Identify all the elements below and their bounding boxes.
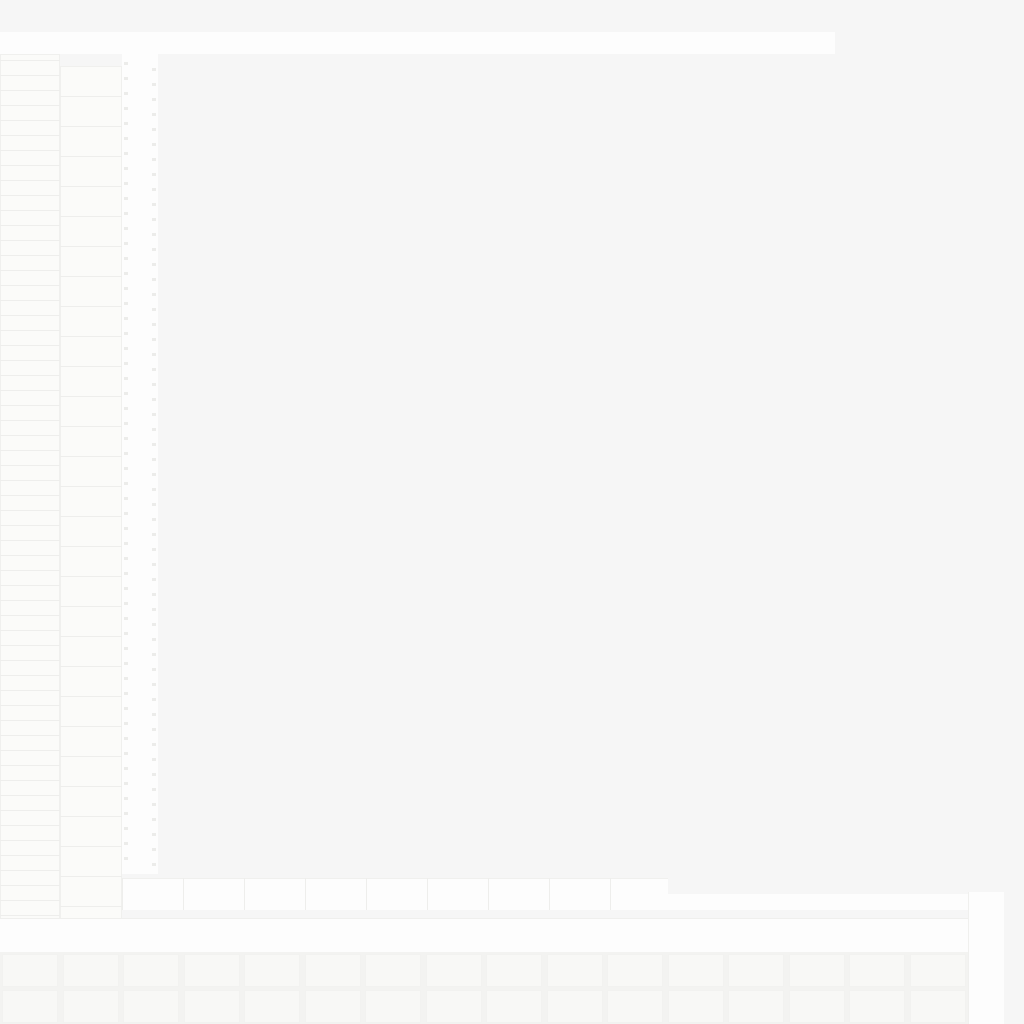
left-column-row-divider — [0, 300, 60, 301]
tick-mark — [124, 347, 128, 350]
tick-mark — [124, 617, 128, 620]
left-column-row-divider — [0, 345, 60, 346]
grid-cell — [63, 990, 119, 1023]
tick-mark — [152, 308, 156, 311]
tick-mark — [152, 338, 156, 341]
second-column-row-divider — [60, 666, 122, 667]
left-column-row-divider — [0, 450, 60, 451]
tick-mark — [124, 317, 128, 320]
tick-mark — [124, 77, 128, 80]
left-column-row-divider — [0, 900, 60, 901]
left-column-row-divider — [0, 120, 60, 121]
tick-mark — [152, 548, 156, 551]
tick-mark — [124, 797, 128, 800]
grid-cell — [2, 954, 58, 987]
tick-mark — [152, 458, 156, 461]
main-canvas — [160, 54, 1024, 874]
tick-mark — [124, 722, 128, 725]
tick-mark — [124, 452, 128, 455]
tick-mark — [152, 713, 156, 716]
tick-mark — [152, 848, 156, 851]
tick-mark — [152, 143, 156, 146]
grid-cell — [63, 954, 119, 987]
tick-mark — [124, 662, 128, 665]
tick-mark — [152, 668, 156, 671]
tick-mark — [152, 653, 156, 656]
left-column-row-divider — [0, 105, 60, 106]
second-column-row-divider — [60, 516, 122, 517]
grid-cell — [184, 954, 240, 987]
left-column-row-divider — [0, 510, 60, 511]
vertical-scrollbar[interactable] — [968, 892, 1004, 1024]
left-column-row-divider — [0, 750, 60, 751]
left-column-row-divider — [0, 735, 60, 736]
tick-mark — [152, 818, 156, 821]
tick-mark — [152, 743, 156, 746]
left-column-row-divider — [0, 555, 60, 556]
second-column-row-divider — [60, 126, 122, 127]
second-column-row-divider — [60, 96, 122, 97]
left-column-row-divider — [0, 285, 60, 286]
second-column-row-divider — [60, 726, 122, 727]
tick-mark — [124, 602, 128, 605]
tick-mark — [124, 227, 128, 230]
tab-divider — [549, 878, 550, 910]
left-column-row-divider — [0, 135, 60, 136]
grid-cell — [123, 954, 179, 987]
bottom-bar — [0, 918, 968, 952]
grid-cell — [789, 990, 845, 1023]
left-column-row-divider — [0, 585, 60, 586]
tab-divider — [122, 878, 123, 910]
left-column-row-divider — [0, 225, 60, 226]
grid-cell — [2, 990, 58, 1023]
tick-mark — [152, 803, 156, 806]
bottom-tab-strip — [122, 878, 668, 910]
left-column-row-divider — [0, 330, 60, 331]
grid-cell — [910, 954, 966, 987]
left-column-row-divider — [0, 435, 60, 436]
grid-cell — [486, 954, 542, 987]
tick-mark — [124, 677, 128, 680]
tick-mark — [152, 833, 156, 836]
tick-mark — [124, 497, 128, 500]
tick-mark — [124, 287, 128, 290]
tick-mark — [152, 593, 156, 596]
grid-cell — [789, 954, 845, 987]
tab-divider — [488, 878, 489, 910]
left-column-row-divider — [0, 840, 60, 841]
second-column-row-divider — [60, 756, 122, 757]
tick-mark — [124, 182, 128, 185]
grid-cell — [607, 990, 663, 1023]
second-column-row-divider — [60, 456, 122, 457]
second-column-row-divider — [60, 336, 122, 337]
tick-mark — [152, 278, 156, 281]
tick-mark — [152, 383, 156, 386]
left-column-row-divider — [0, 240, 60, 241]
tick-mark — [124, 632, 128, 635]
tick-mark — [124, 302, 128, 305]
tick-mark — [152, 293, 156, 296]
tab-divider — [610, 878, 611, 910]
tick-mark — [152, 158, 156, 161]
grid-cell — [426, 990, 482, 1023]
tick-mark — [124, 392, 128, 395]
second-column-row-divider — [60, 426, 122, 427]
grid-cell — [365, 954, 421, 987]
left-column-row-divider — [0, 495, 60, 496]
left-column-row-divider — [0, 885, 60, 886]
tick-mark — [152, 683, 156, 686]
tick-mark — [152, 788, 156, 791]
tick-mark — [152, 503, 156, 506]
tick-mark — [124, 827, 128, 830]
tick-mark — [124, 362, 128, 365]
tick-mark — [152, 368, 156, 371]
tick-mark — [124, 137, 128, 140]
bottom-tab-strip-right — [668, 894, 968, 910]
tab-divider — [305, 878, 306, 910]
tick-mark — [152, 758, 156, 761]
second-column-row-divider — [60, 816, 122, 817]
left-column-row-divider — [0, 780, 60, 781]
tick-mark — [152, 218, 156, 221]
tick-mark — [152, 863, 156, 866]
tick-mark — [124, 782, 128, 785]
second-column-row-divider — [60, 606, 122, 607]
tick-mark — [152, 68, 156, 71]
grid-cell — [244, 990, 300, 1023]
left-column-row-divider — [0, 540, 60, 541]
tick-mark — [124, 707, 128, 710]
tick-mark — [124, 122, 128, 125]
grid-cell — [607, 954, 663, 987]
tick-mark — [124, 857, 128, 860]
tick-mark — [124, 842, 128, 845]
grid-cell — [305, 990, 361, 1023]
second-column-row-divider — [60, 186, 122, 187]
grid-cell — [244, 954, 300, 987]
tick-mark — [124, 587, 128, 590]
tick-mark — [124, 107, 128, 110]
left-column-row-divider — [0, 405, 60, 406]
tick-mark — [152, 113, 156, 116]
tick-mark — [124, 332, 128, 335]
second-column-row-divider — [60, 786, 122, 787]
left-column-row-divider — [0, 420, 60, 421]
tick-mark — [152, 563, 156, 566]
left-column-row-divider — [0, 705, 60, 706]
grid-cell — [668, 990, 724, 1023]
tick-mark — [124, 257, 128, 260]
left-column-row-divider — [0, 645, 60, 646]
tick-mark — [152, 398, 156, 401]
tick-mark — [152, 518, 156, 521]
grid-cell — [184, 990, 240, 1023]
left-column-row-divider — [0, 390, 60, 391]
tick-mark — [124, 542, 128, 545]
tick-mark — [152, 638, 156, 641]
left-column-row-divider — [0, 465, 60, 466]
tick-mark — [124, 242, 128, 245]
tab-divider — [366, 878, 367, 910]
tick-mark — [124, 197, 128, 200]
left-column-row-divider — [0, 90, 60, 91]
tab-divider — [244, 878, 245, 910]
left-column-row-divider — [0, 360, 60, 361]
tick-mark — [152, 233, 156, 236]
tick-mark — [124, 812, 128, 815]
second-column-row-divider — [60, 546, 122, 547]
left-column-row-divider — [0, 915, 60, 916]
tick-mark — [124, 557, 128, 560]
tick-mark — [124, 407, 128, 410]
left-column-row-divider — [0, 825, 60, 826]
tick-mark — [152, 128, 156, 131]
tick-mark — [152, 83, 156, 86]
tick-mark — [152, 608, 156, 611]
tick-mark — [124, 737, 128, 740]
tick-mark — [152, 473, 156, 476]
grid-cell — [849, 954, 905, 987]
tick-mark — [124, 437, 128, 440]
tick-mark — [152, 443, 156, 446]
left-column — [0, 54, 60, 920]
second-column — [60, 66, 122, 920]
second-column-row-divider — [60, 906, 122, 907]
left-column-row-divider — [0, 795, 60, 796]
tick-mark — [124, 572, 128, 575]
tick-mark — [124, 647, 128, 650]
tick-mark — [124, 692, 128, 695]
grid-cell — [849, 990, 905, 1023]
tick-mark — [152, 353, 156, 356]
second-column-row-divider — [60, 276, 122, 277]
left-column-row-divider — [0, 150, 60, 151]
tick-mark — [152, 98, 156, 101]
second-column-row-divider — [60, 876, 122, 877]
tick-mark — [124, 272, 128, 275]
left-column-row-divider — [0, 630, 60, 631]
second-column-row-divider — [60, 306, 122, 307]
tick-mark — [152, 773, 156, 776]
grid-cell — [547, 954, 603, 987]
left-column-row-divider — [0, 180, 60, 181]
tab-divider — [183, 878, 184, 910]
tick-mark — [124, 377, 128, 380]
tick-mark — [124, 152, 128, 155]
left-column-row-divider — [0, 210, 60, 211]
tick-mark — [124, 512, 128, 515]
left-column-row-divider — [0, 315, 60, 316]
tick-mark — [124, 212, 128, 215]
tick-mark — [152, 428, 156, 431]
top-bar — [0, 32, 835, 54]
grid-cell — [728, 990, 784, 1023]
second-column-row-divider — [60, 846, 122, 847]
left-column-row-divider — [0, 195, 60, 196]
tick-mark — [152, 623, 156, 626]
left-column-row-divider — [0, 570, 60, 571]
left-column-row-divider — [0, 720, 60, 721]
tick-mark — [152, 263, 156, 266]
left-column-row-divider — [0, 525, 60, 526]
left-column-row-divider — [0, 165, 60, 166]
tick-mark — [124, 767, 128, 770]
grid-cell — [123, 990, 179, 1023]
second-column-row-divider — [60, 366, 122, 367]
left-column-row-divider — [0, 690, 60, 691]
second-column-row-divider — [60, 396, 122, 397]
tick-mark — [152, 728, 156, 731]
tick-mark — [124, 527, 128, 530]
tick-mark — [152, 413, 156, 416]
tick-mark — [124, 752, 128, 755]
second-column-row-divider — [60, 576, 122, 577]
left-column-row-divider — [0, 600, 60, 601]
tick-mark — [124, 167, 128, 170]
left-column-row-divider — [0, 60, 60, 61]
left-column-row-divider — [0, 255, 60, 256]
left-column-row-divider — [0, 870, 60, 871]
left-column-row-divider — [0, 375, 60, 376]
grid-cell — [426, 954, 482, 987]
tick-mark — [152, 578, 156, 581]
second-column-row-divider — [60, 246, 122, 247]
tick-mark — [152, 188, 156, 191]
grid-cell — [910, 990, 966, 1023]
tick-column — [122, 54, 158, 874]
tick-mark — [124, 62, 128, 65]
tick-mark — [152, 248, 156, 251]
tick-mark — [152, 173, 156, 176]
second-column-row-divider — [60, 486, 122, 487]
grid-cell — [365, 990, 421, 1023]
tick-mark — [124, 467, 128, 470]
second-column-row-divider — [60, 216, 122, 217]
tick-mark — [124, 422, 128, 425]
tick-mark — [152, 698, 156, 701]
second-column-row-divider — [60, 696, 122, 697]
second-column-row-divider — [60, 156, 122, 157]
left-column-row-divider — [0, 675, 60, 676]
left-column-row-divider — [0, 480, 60, 481]
tab-divider — [427, 878, 428, 910]
grid-cell — [486, 990, 542, 1023]
left-column-row-divider — [0, 765, 60, 766]
grid-cell — [668, 954, 724, 987]
tick-mark — [152, 323, 156, 326]
left-column-row-divider — [0, 660, 60, 661]
left-column-row-divider — [0, 615, 60, 616]
left-column-row-divider — [0, 270, 60, 271]
tick-mark — [152, 488, 156, 491]
left-column-row-divider — [0, 75, 60, 76]
tick-mark — [152, 533, 156, 536]
left-column-row-divider — [0, 855, 60, 856]
second-column-row-divider — [60, 636, 122, 637]
grid-cell — [305, 954, 361, 987]
tick-mark — [152, 203, 156, 206]
tick-mark — [124, 92, 128, 95]
grid-cell — [547, 990, 603, 1023]
tick-mark — [124, 482, 128, 485]
grid-cell — [728, 954, 784, 987]
left-column-row-divider — [0, 810, 60, 811]
